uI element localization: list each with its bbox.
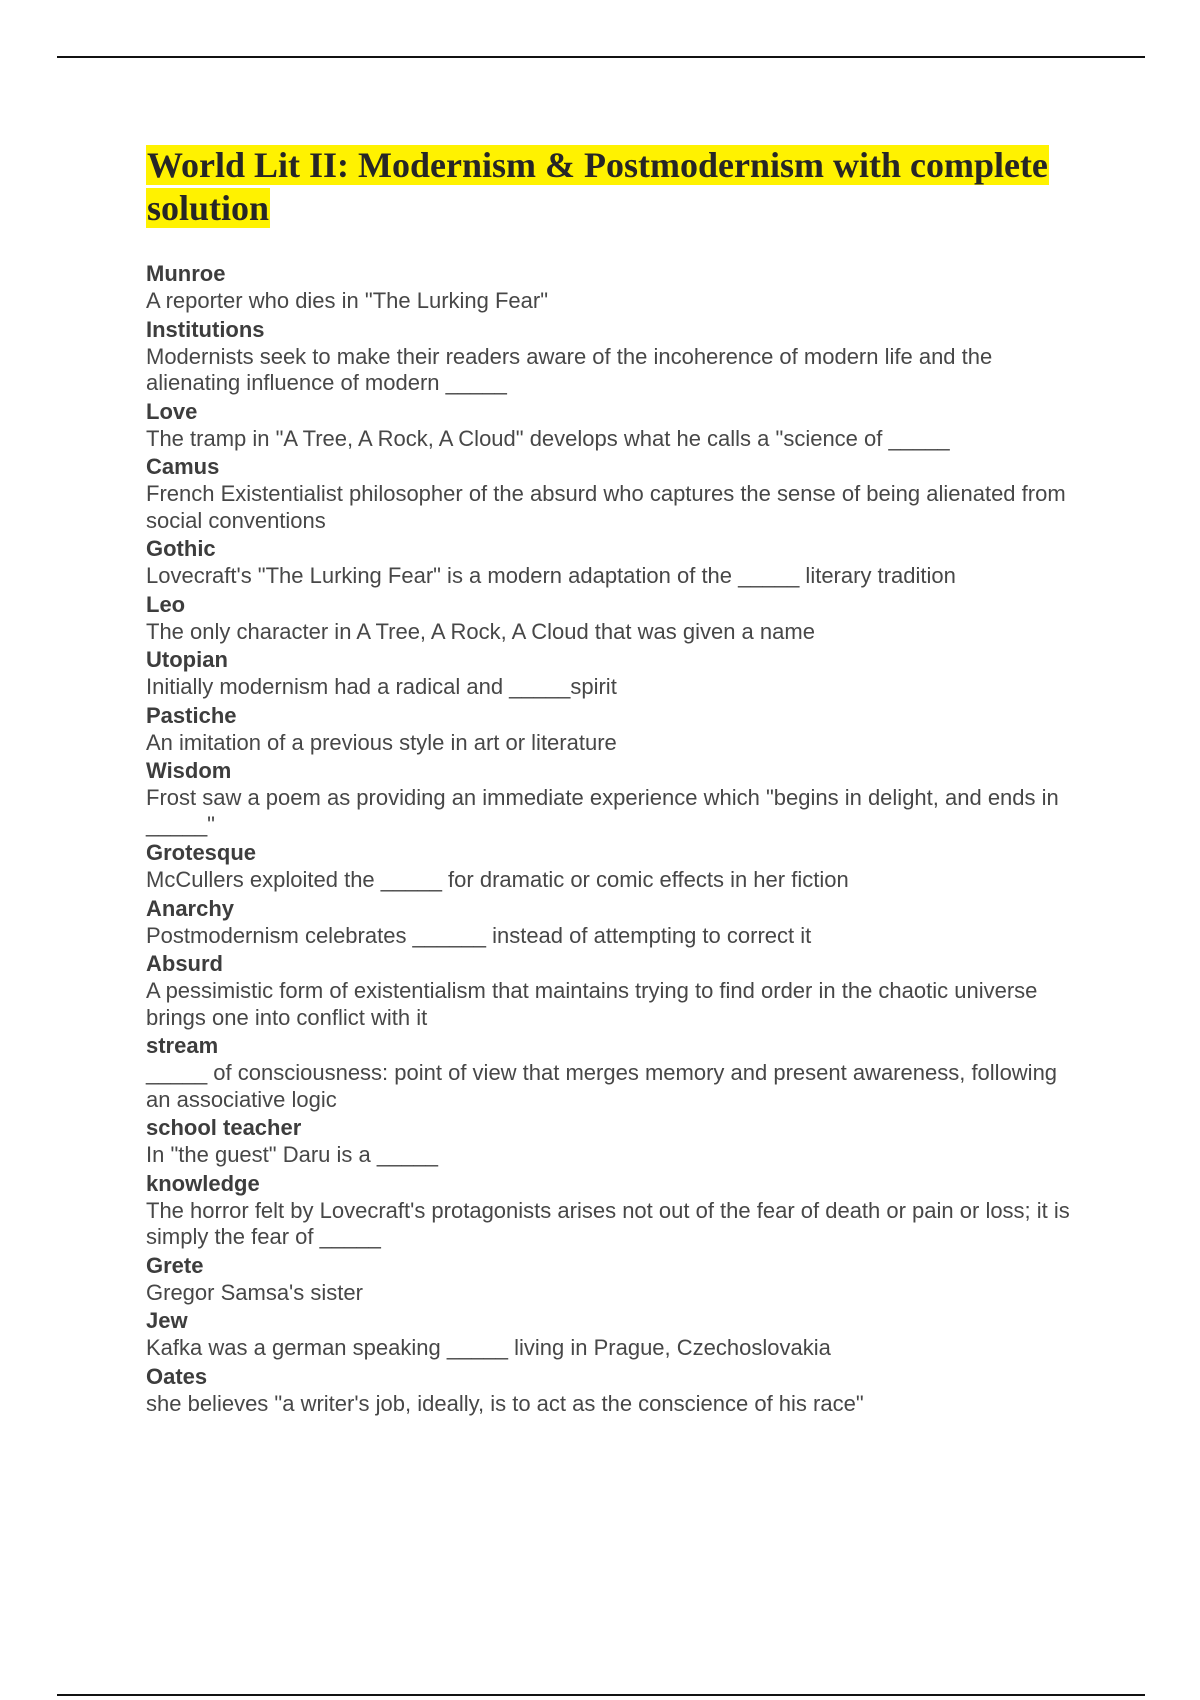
header-rule [57, 56, 1145, 58]
entry-term: Love [146, 398, 198, 424]
document-body [146, 144, 1086, 1418]
flashcard-entry [146, 839, 1086, 894]
flashcard-entry [146, 1032, 1086, 1113]
entry-term: school teacher [146, 1115, 302, 1140]
entry-definition: French Existentialist philosopher of the absurd who captures the sense of being alienated from social conventions [146, 481, 1066, 533]
flashcard-entry [146, 591, 1086, 646]
entry-definition: In "the guest" Daru is a _____ [146, 1142, 439, 1167]
flashcard-entry [146, 316, 1086, 397]
flashcard-entry [146, 260, 1086, 315]
flashcard-entry [146, 950, 1086, 1031]
flashcard-entry [146, 1307, 1086, 1362]
entry-term: Grotesque [146, 840, 257, 865]
flashcard-entry [146, 1170, 1086, 1251]
entry-term: Institutions [146, 316, 265, 342]
entry-term: stream [146, 1033, 219, 1058]
document-title [146, 144, 1086, 230]
entry-definition: The horror felt by Lovecraft's protagonists arises not out of the fear of death or pain or loss; it is simply the fear of _____ [146, 1197, 1070, 1249]
flashcard-entry [146, 1363, 1086, 1418]
entry-definition: Postmodernism celebrates ______ instead of attempting to correct it [146, 922, 812, 948]
entry-term: Gothic [146, 536, 216, 561]
entry-definition: Modernists seek to make their readers aware of the incoherence of modern life and the alienating influence of modern _____ [146, 343, 993, 395]
entry-term: Camus [146, 454, 220, 479]
footer-rule [57, 1694, 1145, 1696]
entry-term: Absurd [146, 951, 223, 976]
flashcard-list [146, 260, 1086, 1417]
entry-term: Wisdom [146, 758, 232, 783]
entry-definition: A pessimistic form of existentialism that maintains trying to find order in the chaotic universe brings one into conflict with it [146, 978, 1038, 1030]
entry-definition: Initially modernism had a radical and _____spirit [146, 674, 617, 699]
entry-definition: Lovecraft's "The Lurking Fear" is a modern adaptation of the _____ literary tradition [146, 563, 956, 588]
entry-definition: she believes "a writer's job, ideally, is to act as the conscience of his race" [146, 1390, 864, 1416]
flashcard-entry [146, 1252, 1086, 1307]
entry-definition: A reporter who dies in "The Lurking Fear" [146, 288, 549, 313]
title-highlight: World Lit II: Modernism & Postmodernism with complete solution [147, 145, 1048, 228]
flashcard-entry [146, 1114, 1086, 1169]
entry-definition: The only character in A Tree, A Rock, A Cloud that was given a name [146, 618, 815, 644]
entry-term: Anarchy [146, 895, 235, 921]
entry-definition: Kafka was a german speaking _____ living in Prague, Czechoslovakia [146, 1335, 831, 1360]
flashcard-entry [146, 398, 1086, 453]
flashcard-entry [146, 535, 1086, 590]
entry-definition: Gregor Samsa's sister [146, 1279, 363, 1305]
flashcard-entry [146, 702, 1086, 757]
flashcard-entry [146, 757, 1086, 838]
flashcard-entry [146, 646, 1086, 701]
flashcard-entry [146, 453, 1086, 534]
entry-definition: Frost saw a poem as providing an immediate experience which "begins in delight, and ends in _____" [146, 785, 1059, 837]
entry-definition: _____ of consciousness: point of view that merges memory and present awareness, following an associative logic [146, 1060, 1058, 1112]
flashcard-entry [146, 895, 1086, 950]
entry-definition: An imitation of a previous style in art or literature [146, 729, 617, 755]
entry-term: Munroe [146, 261, 226, 286]
entry-term: knowledge [146, 1170, 260, 1196]
entry-definition: McCullers exploited the _____ for dramatic or comic effects in her fiction [146, 867, 849, 892]
entry-term: Grete [146, 1252, 204, 1278]
entry-term: Pastiche [146, 702, 237, 728]
entry-definition: The tramp in "A Tree, A Rock, A Cloud" develops what he calls a "science of _____ [146, 425, 950, 451]
entry-term: Utopian [146, 647, 228, 672]
entry-term: Leo [146, 591, 186, 617]
entry-term: Oates [146, 1363, 208, 1389]
entry-term: Jew [146, 1308, 188, 1333]
